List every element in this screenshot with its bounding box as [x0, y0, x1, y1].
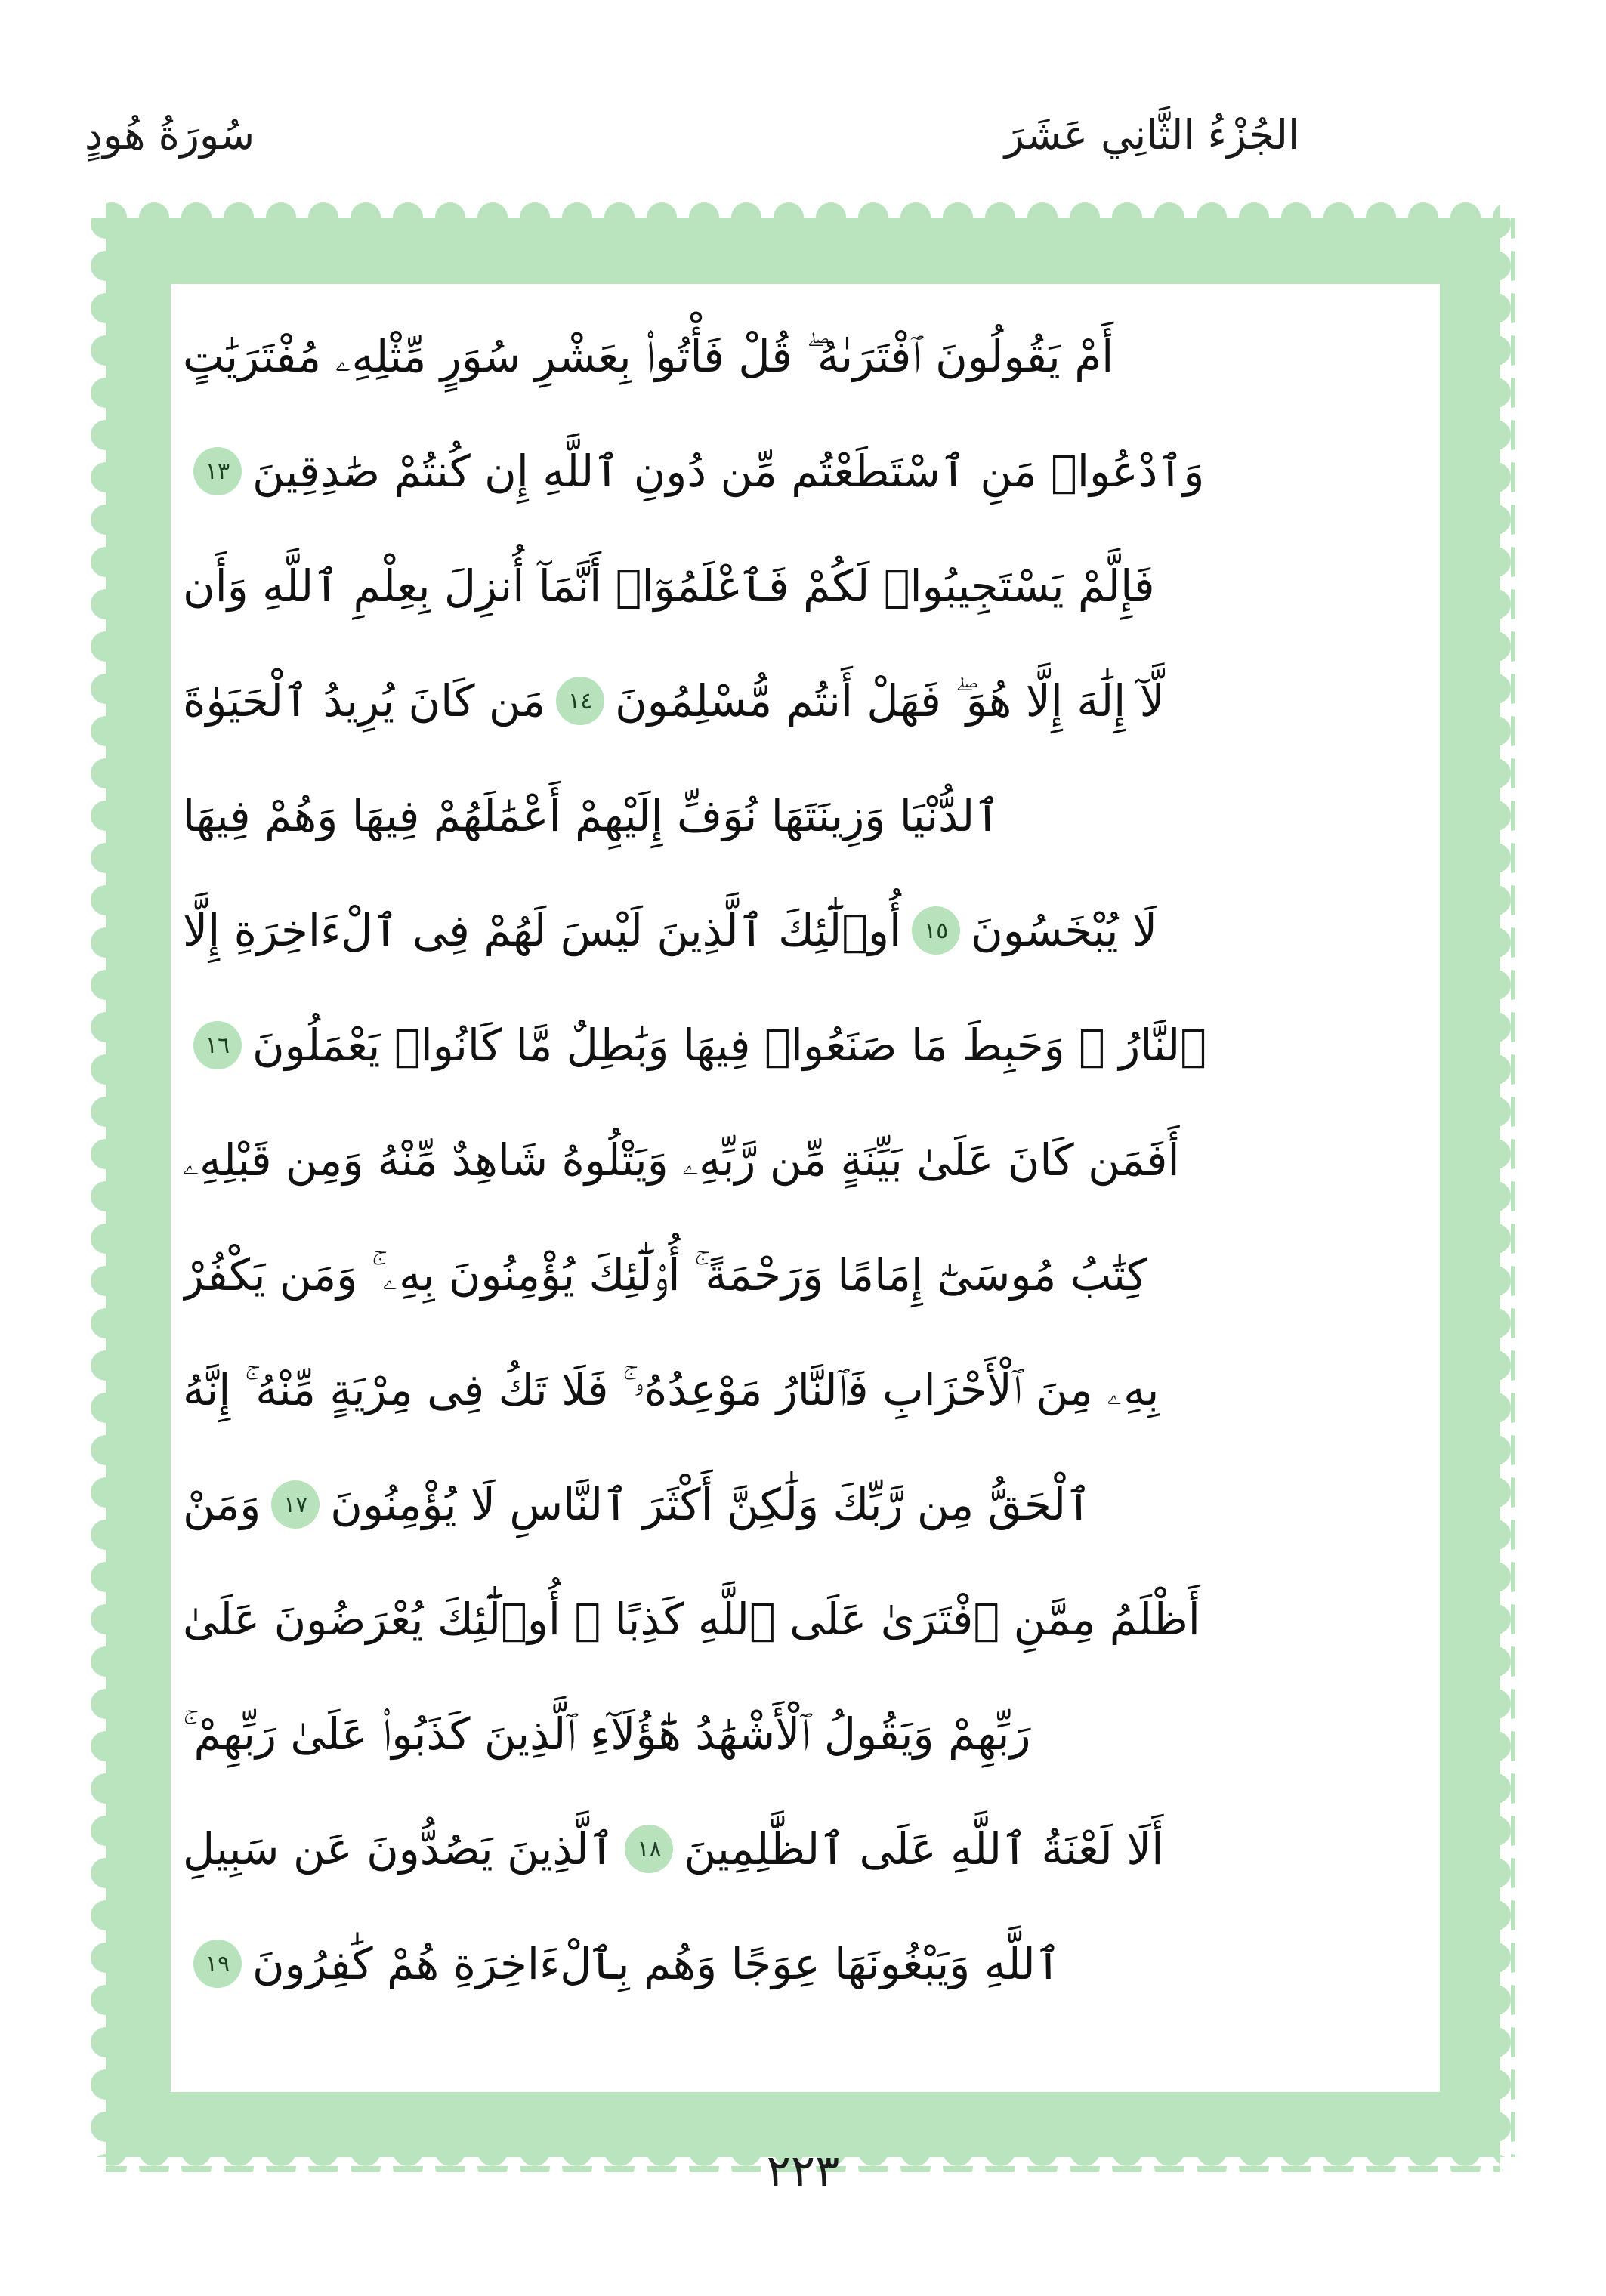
page-number: ٢٢٣ — [766, 2145, 840, 2198]
line-text-rest: وَمَنْ — [183, 1479, 261, 1530]
text-line-9 — [183, 1217, 1428, 1332]
juz-title: الجُزْءُ الثَّانِي عَشَرَ — [1004, 111, 1299, 159]
text-line-6 — [183, 873, 1428, 988]
text-line-2 — [183, 414, 1428, 529]
text-line-1 — [183, 299, 1428, 414]
line-text: ٱللَّهِ وَيَبْغُونَهَا عِوَجًا وَهُم بِٱلْءَاخِرَةِ هُمْ كَٰفِرُونَ — [252, 1938, 1061, 1989]
ayah-marker: ١٩ — [193, 1940, 242, 1988]
line-text-rest: أُو۟لَٰٓئِكَ ٱلَّذِينَ لَيْسَ لَهُمْ فِى ٱلْءَاخِرَةِ إِلَّا — [183, 905, 902, 956]
line-text: أَظْلَمُ مِمَّنِ ٱفْتَرَىٰ عَلَى ٱللَّهِ كَذِبًا ۚ أُو۟لَٰٓئِكَ يُعْرَضُونَ عَلَىٰ — [183, 1594, 1200, 1645]
ayah-marker: ١٥ — [912, 906, 960, 955]
line-text: ٱلنَّارُ ۖ وَحَبِطَ مَا صَنَعُوا۟ فِيهَا وَبَٰطِلٌ مَّا كَانُوا۟ يَعْمَلُونَ — [252, 1020, 1206, 1071]
line-text: كِتَٰبُ مُوسَىٰٓ إِمَامًا وَرَحْمَةً ۚ أُو۟لَٰٓئِكَ يُؤْمِنُونَ بِهِۦ ۚ وَمَن يَكْفُرْ — [183, 1248, 1147, 1301]
ayah-marker: ١٤ — [556, 677, 604, 725]
line-text: لَّآ إِلَٰهَ إِلَّا هُوَ ۖ فَهَلْ أَنتُم مُّسْلِمُونَ — [615, 674, 1165, 727]
surah-title: سُورَةُ هُودٍ — [85, 111, 255, 159]
text-line-11 — [183, 1447, 1428, 1562]
line-text: فَإِلَّمْ يَسْتَجِيبُوا۟ لَكُمْ فَٱعْلَمُوٓا۟ أَنَّمَآ أُنزِلَ بِعِلْمِ ٱللَّهِ وَأَن — [183, 560, 1155, 612]
line-text-rest: ٱلَّذِينَ يَصُدُّونَ عَن سَبِيلِ — [183, 1823, 615, 1875]
ayah-marker: ١٣ — [193, 447, 242, 495]
line-text: بِهِۦ مِنَ ٱلْأَحْزَابِ فَٱلنَّارُ مَوْعِدُهُۥ ۚ فَلَا تَكُ فِى مِرْيَةٍ مِّنْهُ ۚ إِنَّهُ — [183, 1363, 1160, 1415]
text-line-12 — [183, 1562, 1428, 1677]
line-text: رَبِّهِمْ وَيَقُولُ ٱلْأَشْهَٰدُ هَٰٓؤُلَآءِ ٱلَّذِينَ كَذَبُوا۟ عَلَىٰ رَبِّهِمْ ۚ — [183, 1708, 1031, 1760]
text-line-10 — [183, 1332, 1428, 1447]
line-text: ٱلْحَقُّ مِن رَّبِّكَ وَلَٰكِنَّ أَكْثَرَ ٱلنَّاسِ لَا يُؤْمِنُونَ — [330, 1479, 1092, 1530]
text-page — [171, 284, 1440, 2092]
ayah-marker: ١٧ — [271, 1480, 320, 1529]
line-text: ٱلدُّنْيَا وَزِينَتَهَا نُوَفِّ إِلَيْهِمْ أَعْمَٰلَهُمْ فِيهَا وَهُمْ فِيهَا — [183, 790, 1001, 841]
text-line-14 — [183, 1791, 1428, 1906]
line-text-rest: مَن كَانَ يُرِيدُ ٱلْحَيَوٰةَ — [183, 675, 546, 727]
line-text: وَٱدْعُوا۟ مَنِ ٱسْتَطَعْتُم مِّن دُونِ ٱللَّهِ إِن كُنتُمْ صَٰدِقِينَ — [252, 446, 1205, 497]
line-text: أَمْ يَقُولُونَ ٱفْتَرَىٰهُ ۖ قُلْ فَأْتُوا۟ بِعَشْرِ سُوَرٍ مِّثْلِهِۦ مُفْتَرَيَٰتٍ — [183, 330, 1114, 382]
ayah-marker: ١٦ — [193, 1021, 242, 1069]
text-line-5 — [183, 758, 1428, 873]
text-line-15 — [183, 1906, 1428, 2021]
text-line-7 — [183, 988, 1428, 1103]
line-text: أَلَا لَعْنَةُ ٱللَّهِ عَلَى ٱلظَّٰلِمِينَ — [684, 1823, 1164, 1875]
text-line-3 — [183, 529, 1428, 643]
text-line-4 — [183, 643, 1428, 758]
line-text: لَا يُبْخَسُونَ — [971, 905, 1158, 956]
text-line-8 — [183, 1103, 1428, 1217]
ayah-marker: ١٨ — [625, 1825, 673, 1873]
line-text: أَفَمَن كَانَ عَلَىٰ بَيِّنَةٍ مِّن رَّبِّهِۦ وَيَتْلُوهُ شَاهِدٌ مِّنْهُ وَمِن قَبْلِهِۦ — [183, 1134, 1180, 1186]
text-line-13 — [183, 1677, 1428, 1791]
